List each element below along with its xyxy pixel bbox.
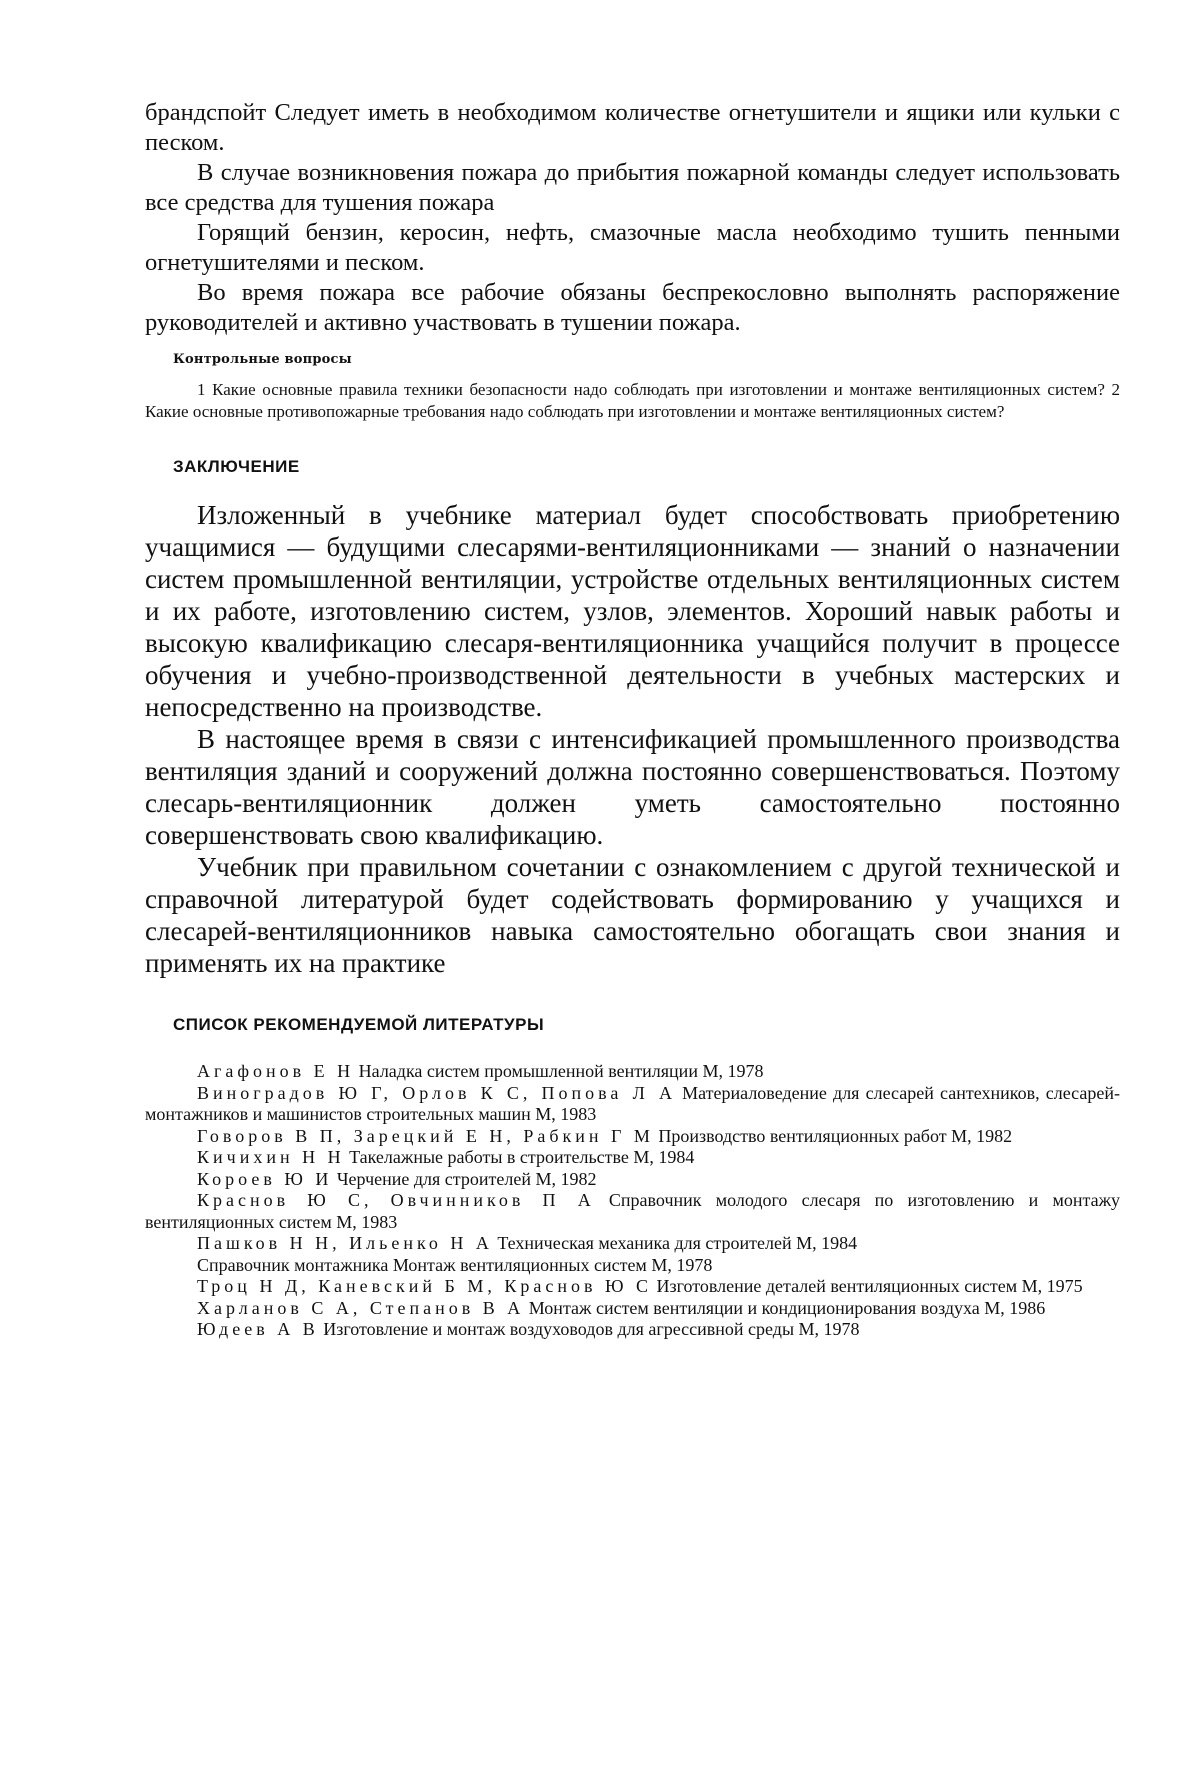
reference-title: Изготовление и монтаж воздуховодов для агрессивной среды М, 1978 <box>323 1319 860 1339</box>
reference-item <box>145 1169 1120 1191</box>
reference-item <box>145 1319 1120 1341</box>
reference-item <box>145 1298 1120 1320</box>
reference-authors: Короев Ю И <box>197 1168 333 1189</box>
conclusion-heading: ЗАКЛЮЧЕНИЕ <box>173 457 300 476</box>
literature-heading: СПИСОК РЕКОМЕНДУЕМОЙ ЛИТЕРАТУРЫ <box>173 1015 545 1034</box>
reference-title: Монтаж систем вентиляции и кондиционирования воздуха М, 1986 <box>528 1297 1046 1318</box>
reference-authors: Краснов Ю С, Овчинников П А <box>197 1190 595 1210</box>
page <box>145 98 1120 1341</box>
reference-item <box>145 1255 1120 1277</box>
reference-item <box>145 1276 1120 1298</box>
reference-authors: Говоров В П, Зарецкий Е Н, Рабкин Г М <box>197 1125 654 1146</box>
reference-authors: Юдеев А В <box>197 1319 319 1339</box>
reference-authors: Кичихин Н Н <box>197 1147 345 1167</box>
reference-item <box>145 1147 1120 1169</box>
control-questions-text: 1 Какие основные правила техники безопасности надо соблюдать при изготовлении и монтаже вентиляционных систем? 2 Какие основные противопожарные требования надо соблюдать при изготовлении и монтаже вентиляционных систем? <box>145 380 1120 421</box>
reference-item <box>145 1233 1120 1255</box>
reference-title: Наладка систем промышленной вентиляции М, 1978 <box>358 1061 764 1081</box>
paragraph: В настоящее время в связи с интенсификацией промышленного производства вентиляция зданий и сооружений должна постоянно совершенствоваться. Поэтому слесарь-вентиляционник должен уметь самостоятельно постоянно совершенствовать свою квалификацию. <box>145 724 1120 850</box>
control-questions-heading: Контрольные вопросы <box>173 352 352 367</box>
paragraph: В случае возникновения пожара до прибытия пожарной команды следует использовать все средства для тушения пожара <box>145 159 1120 216</box>
reference-title: Материаловедение для слесарей сантехников, слесарей-монтажников и машинистов строительных машин М, 1983 <box>145 1082 1120 1124</box>
reference-item <box>145 1190 1120 1233</box>
reference-title: Техническая механика для строителей М, 1984 <box>497 1233 858 1253</box>
reference-title: Изготовление деталей вентиляционных систем М, 1975 <box>656 1276 1083 1296</box>
reference-title: Производство вентиляционных работ М, 1982 <box>658 1125 1013 1146</box>
reference-item <box>145 1126 1120 1148</box>
reference-authors: Троц Н Д, Каневский Б М, Краснов Ю С <box>197 1276 652 1296</box>
literature-list <box>145 1061 1120 1341</box>
reference-authors: Харланов С А, Степанов В А <box>197 1297 525 1318</box>
paragraph: Изложенный в учебнике материал будет способствовать приобретению учащимися — будущими слесарями-вентиляционниками — знаний о назначении систем промышленной вентиляции, устройстве отдельных вентиляционных систем и их работе, изготовлению систем, узлов, элементов. Хороший навык работы и высокую квалификацию слесаря-вентиляционника учащийся получит в процессе обучения и учебно-производственной деятельности в учебных мастерских и непосредственно на производстве. <box>145 500 1120 722</box>
conclusion-body <box>145 499 1120 979</box>
reference-authors: Виноградов Ю Г, Орлов К С, Попова Л А <box>197 1082 676 1103</box>
reference-authors: Агафонов Е Н <box>197 1061 355 1081</box>
reference-authors: Пашков Н Н, Ильенко Н А <box>197 1233 493 1253</box>
reference-item <box>145 1061 1120 1083</box>
safety-text <box>145 98 1120 338</box>
reference-title: Черчение для строителей М, 1982 <box>336 1168 597 1189</box>
reference-title: Справочник монтажника Монтаж вентиляционных систем М, 1978 <box>197 1254 713 1275</box>
paragraph: Учебник при правильном сочетании с ознакомлением с другой технической и справочной литературой будет содействовать формированию у учащихся и слесарей-вентиляционников навыка самостоятельно обогащать свои знания и применять их на практике <box>145 852 1120 978</box>
paragraph: брандспойт Следует иметь в необходимом количестве огнетушители и ящики или кульки с песком. <box>145 99 1120 156</box>
reference-title: Справочник молодого слесаря по изготовлению и монтажу вентиляционных систем М, 1983 <box>145 1190 1120 1232</box>
reference-title: Такелажные работы в строительстве М, 1984 <box>349 1147 695 1167</box>
reference-item <box>145 1083 1120 1126</box>
paragraph: Горящий бензин, керосин, нефть, смазочные масла необходимо тушить пенными огнетушителями и песком. <box>145 219 1120 276</box>
paragraph: Во время пожара все рабочие обязаны беспрекословно выполнять распоряжение руководителей и активно участвовать в тушении пожара. <box>145 279 1120 336</box>
